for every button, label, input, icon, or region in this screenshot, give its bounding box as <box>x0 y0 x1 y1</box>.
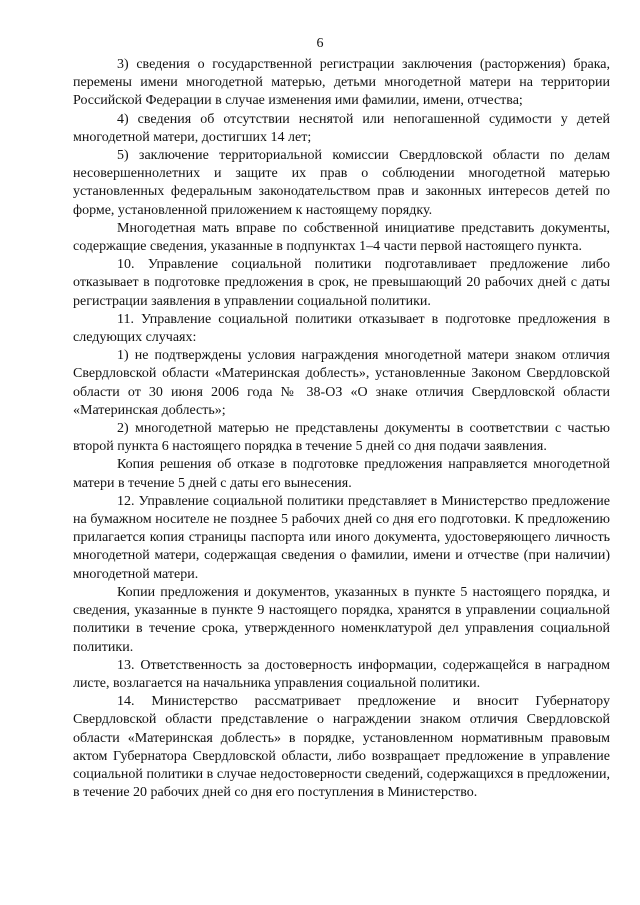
paragraph-item-3: 3) сведения о государственной регистрации заключения (расторжения) брака, перемены имени многодетной матерью, детьми многодетной матери на территории Российской Федерации в случае изменения ими фамилии, имени, отчества; <box>73 57 610 109</box>
paragraph-initiative-note: Многодетная мать вправе по собственной инициативе представить документы, содержащие сведения, указанные в подпунктах 1–4 части первой настоящего пункта. <box>73 220 610 255</box>
document-body <box>73 56 610 802</box>
paragraph-item-5: 5) заключение территориальной комиссии Свердловской области по делам несовершеннолетних и защите их прав о соблюдении многодетной матерью установленных федеральным законодательством прав и законных интересов детей по форме, установленной приложением к настоящему порядку. <box>73 148 610 218</box>
paragraph-clause-12: 12. Управление социальной политики представляет в Министерство предложение на бумажном носителе не позднее 5 рабочих дней со дня его подготовки. К предложению прилагается копия страницы паспорта или иного документа, удостоверяющего личность многодетной матери, содержащая сведения о фамилии, имени и отчестве (при наличии) многодетной матери. <box>73 493 610 582</box>
paragraph-clause-10: 10. Управление социальной политики подготавливает предложение либо отказывает в подготовке предложения в срок, не превышающий 20 рабочих дней с даты регистрации заявления в управлении социальной политики. <box>73 257 610 309</box>
paragraph-refusal-reason-1: 1) не подтверждены условия награждения многодетной матери знаком отличия Свердловской области «Материнская доблесть», установленные Законом Свердловской области от 30 июня 2006 года № 38-ОЗ «О знаке отличия Свердловской области «Материнская доблесть»; <box>73 348 610 418</box>
paragraph-storage-note: Копии предложения и документов, указанных в пункте 5 настоящего порядка, и сведения, указанные в пункте 9 настоящего порядка, хранятся в управлении социальной политики в течение срока, утвержденного номенклатурой дел управления социальной политики. <box>73 584 610 655</box>
paragraph-refusal-copy: Копия решения об отказе в подготовке предложения направляется многодетной матери в течение 5 дней с даты его вынесения. <box>73 457 610 491</box>
paragraph-item-4: 4) сведения об отсутствии неснятой или непогашенной судимости у детей многодетной матери, достигших 14 лет; <box>73 111 610 145</box>
paragraph-clause-14: 14. Министерство рассматривает предложение и вносит Губернатору Свердловской области представление о награждении знаком отличия Свердловской области «Материнская доблесть» в порядке, установленном нормативным правовым актом Губернатора Свердловской области, либо возвращает предложение в управление социальной политики в случае недостоверности сведений, содержащихся в предложении, в течение 20 рабочих дней со дня его поступления в Министерство. <box>73 694 610 801</box>
paragraph-refusal-reason-2: 2) многодетной матерью не представлены документы в соответствии с частью второй пункта 6 настоящего порядка в течение 5 дней со дня подачи заявления. <box>73 421 610 455</box>
page-number: 6 <box>316 36 324 51</box>
paragraph-clause-13: 13. Ответственность за достоверность информации, содержащейся в наградном листе, возлагается на начальника управления социальной политики. <box>73 657 610 691</box>
paragraph-clause-11: 11. Управление социальной политики отказывает в подготовке предложения в следующих случаях: <box>73 311 610 346</box>
